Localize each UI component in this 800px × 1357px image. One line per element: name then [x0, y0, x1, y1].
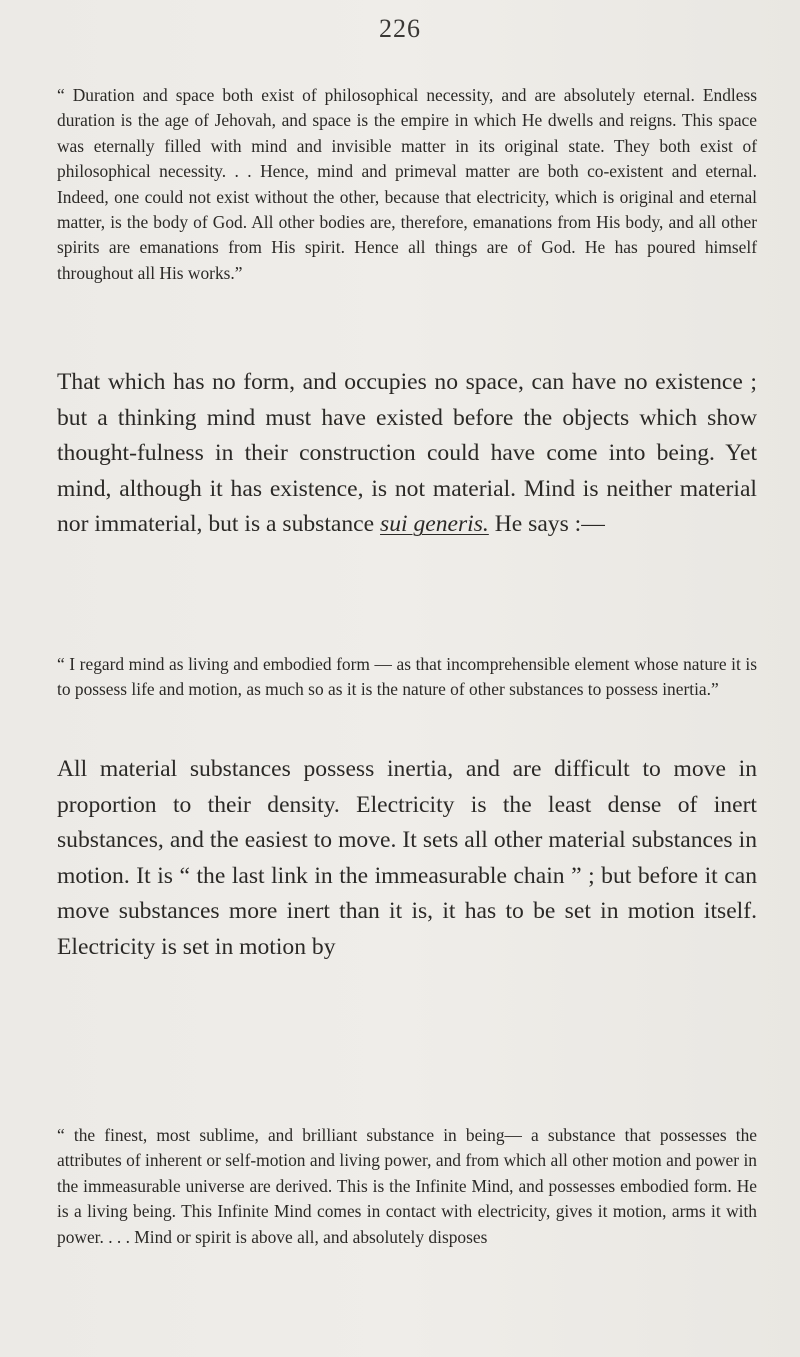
paragraph-material-substances-inertia: All material substances possess inertia, and are difficult to move in proportion to their density. Electricity is the least dense of inert substances, and the easiest to move. It sets all other material substances in motion. It is “ the last link in the immeasurable chain ” ; but before it can move substances more inert than it is, it has to be set in motion itself. Electricity is set in motion by [57, 756, 757, 960]
paragraph-thinking-mind-text: That which has no form, and occupies no space, can have no existence ; but a thinking mind must have existed before the objects which show thought-fulness in their construction could have come into being. Yet mind, although it has existence, is not material. Mind is neither material nor immaterial, but is a substance [57, 369, 757, 538]
sui-generis-italic: sui generis. [380, 511, 489, 538]
quote-paragraph-infinite-mind: “ the finest, most sublime, and brilliant substance in being— a substance that possesses the attributes of inherent or self-motion and living power, and from which all other motion and power in the immeasurable universe are derived. This is the Infinite Mind, and possesses embodied form. He is a living being. This Infinite Mind comes in contact with electricity, gives it motion, arms it with power. . . . Mind or spirit is above all, and absolutely disposes [57, 1125, 757, 1247]
paragraph-thinking-mind [57, 365, 757, 543]
quote-paragraph-duration-and-space: “ Duration and space both exist of philosophical necessity, and are absolutely eternal. Endless duration is the age of Jehovah, and space is the empire in which He dwells and reigns. This space was eternally filled with mind and invisible matter in its original state. They both exist of philosophical necessity. . . Hence, mind and primeval matter are both co-existent and eternal. Indeed, one could not exist without the other, because that electricity, which is original and eternal matter, is the body of God. All other bodies are, therefore, emanations from His body, and all other spirits are emanations from His spirit. Hence all things are of God. He has poured himself throughout all His works.” [57, 85, 757, 283]
page-number: 226 [379, 14, 421, 43]
he-says-text: He says :— [488, 511, 605, 538]
quote-paragraph-mind-as-living-form: “ I regard mind as living and embodied form — as that incomprehensible element whose nature it is to possess life and motion, as much so as it is the nature of other substances to possess inertia.” [57, 654, 757, 700]
